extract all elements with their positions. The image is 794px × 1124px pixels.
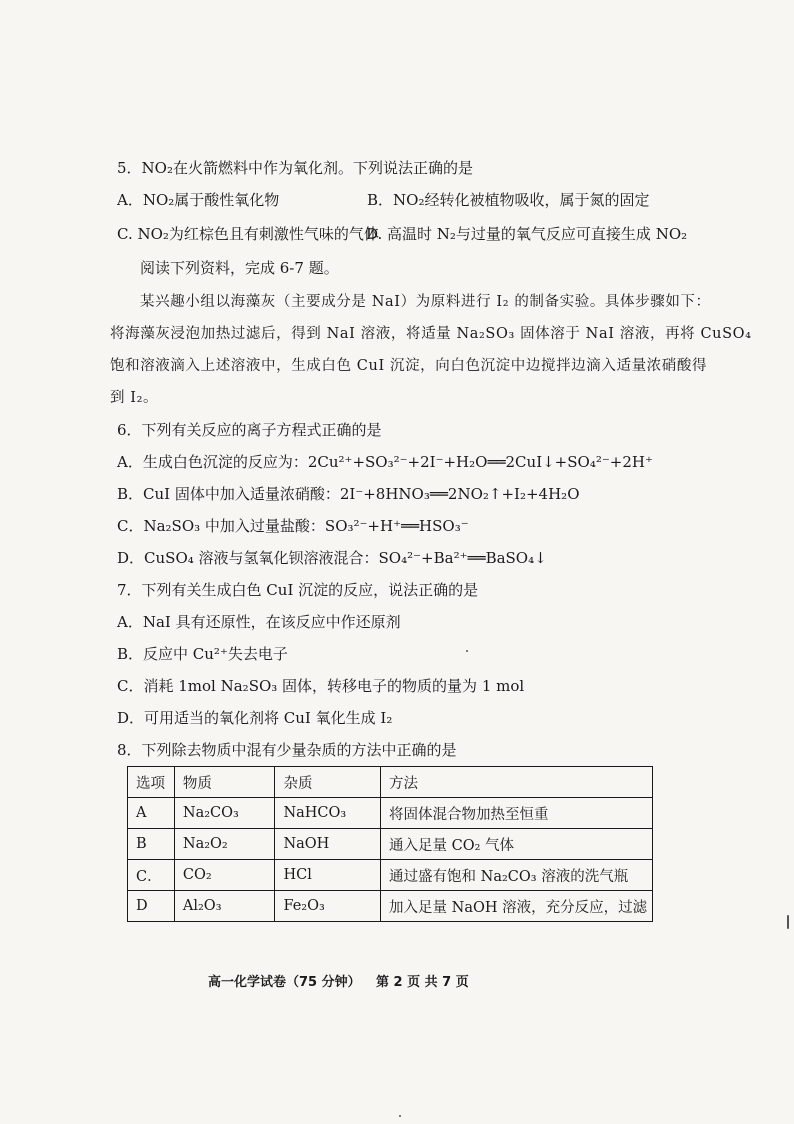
cell-impurity: Fe₂O₃ <box>275 891 381 922</box>
q7-stem: 7．下列有关生成白色 CuI 沉淀的反应，说法正确的是 <box>117 581 479 599</box>
header-option: 选项 <box>128 767 175 798</box>
q6-stem: 6．下列有关反应的离子方程式正确的是 <box>117 421 382 439</box>
q7-option-c: C．消耗 1mol Na₂SO₃ 固体，转移电子的物质的量为 1 mol <box>117 677 525 695</box>
reading-line-4: 到 I₂。 <box>110 390 159 406</box>
cell-impurity: HCl <box>275 860 381 891</box>
header-method: 方法 <box>381 767 653 798</box>
cell-method: 加入足量 NaOH 溶液，充分反应，过滤 <box>381 891 653 922</box>
footer-exam-title: 高一化学试卷（75 分钟） <box>208 975 361 990</box>
reading-prompt: 阅读下列资料，完成 6-7 题。 <box>140 259 339 277</box>
cell-substance: Na₂O₂ <box>174 829 275 860</box>
scan-speck <box>466 650 468 652</box>
q6-option-a: A．生成白色沉淀的反应为：2Cu²⁺+SO₃²⁻+2I⁻+H₂O══2CuI↓+SO₄²⁻+2H⁺ <box>117 453 653 471</box>
q6-option-d: D．CuSO₄ 溶液与氢氧化钡溶液混合：SO₄²⁻+Ba²⁺══BaSO₄↓ <box>117 549 547 567</box>
q5-option-b: B．NO₂经转化被植物吸收，属于氮的固定 <box>367 191 650 209</box>
q6-option-c: C．Na₂SO₃ 中加入过量盐酸：SO₃²⁻+H⁺══HSO₃⁻ <box>117 517 469 535</box>
reading-line-3: 饱和溶液滴入上述溶液中，生成白色 CuI 沉淀，向白色沉淀中边搅拌边滴入适量浓硝酸得 <box>110 358 708 374</box>
scan-edge-mark <box>787 915 789 929</box>
cell-method: 通过盛有饱和 Na₂CO₃ 溶液的洗气瓶 <box>381 860 653 891</box>
q8-options-table <box>127 766 653 922</box>
q5-option-d: D. 高温时 N₂与过量的氧气反应可直接生成 NO₂ <box>366 225 688 243</box>
table-row <box>128 798 653 829</box>
header-substance: 物质 <box>174 767 275 798</box>
q5-stem: 5．NO₂在火箭燃料中作为氧化剂。下列说法正确的是 <box>117 159 473 177</box>
cell-impurity: NaOH <box>275 829 381 860</box>
table-row <box>128 829 653 860</box>
q5-option-a: A．NO₂属于酸性氧化物 <box>117 191 280 209</box>
reading-line-1: 某兴趣小组以海藻灰（主要成分是 NaI）为原料进行 I₂ 的制备实验。具体步骤如下： <box>140 294 711 310</box>
cell-substance: CO₂ <box>174 860 275 891</box>
scan-speck <box>399 1115 401 1117</box>
cell-option: C． <box>128 860 175 891</box>
table-header-row <box>128 767 653 798</box>
cell-option: D <box>128 891 175 922</box>
table-row <box>128 860 653 891</box>
cell-substance: Na₂CO₃ <box>174 798 275 829</box>
footer-page-number: 第 2 页 共 7 页 <box>376 975 469 990</box>
header-impurity: 杂质 <box>275 767 381 798</box>
q7-option-b: B．反应中 Cu²⁺失去电子 <box>117 645 288 663</box>
cell-method: 通入足量 CO₂ 气体 <box>381 829 653 860</box>
cell-option: B <box>128 829 175 860</box>
q7-option-d: D．可用适当的氧化剂将 CuI 氧化生成 I₂ <box>117 709 393 727</box>
q8-stem: 8．下列除去物质中混有少量杂质的方法中正确的是 <box>117 741 457 759</box>
cell-option: A <box>128 798 175 829</box>
cell-method: 将固体混合物加热至恒重 <box>381 798 653 829</box>
q7-option-a: A．NaI 具有还原性，在该反应中作还原剂 <box>117 613 401 631</box>
table-row <box>128 891 653 922</box>
cell-impurity: NaHCO₃ <box>275 798 381 829</box>
q6-option-b: B．CuI 固体中加入适量浓硝酸：2I⁻+8HNO₃══2NO₂↑+I₂+4H₂O <box>117 485 580 503</box>
cell-substance: Al₂O₃ <box>174 891 275 922</box>
q5-option-c: C. NO₂为红棕色且有刺激性气味的气体 <box>117 225 379 243</box>
reading-line-2: 将海藻灰浸泡加热过滤后，得到 NaI 溶液，将适量 Na₂SO₃ 固体溶于 NaI 溶液，再将 CuSO₄ <box>110 326 752 342</box>
